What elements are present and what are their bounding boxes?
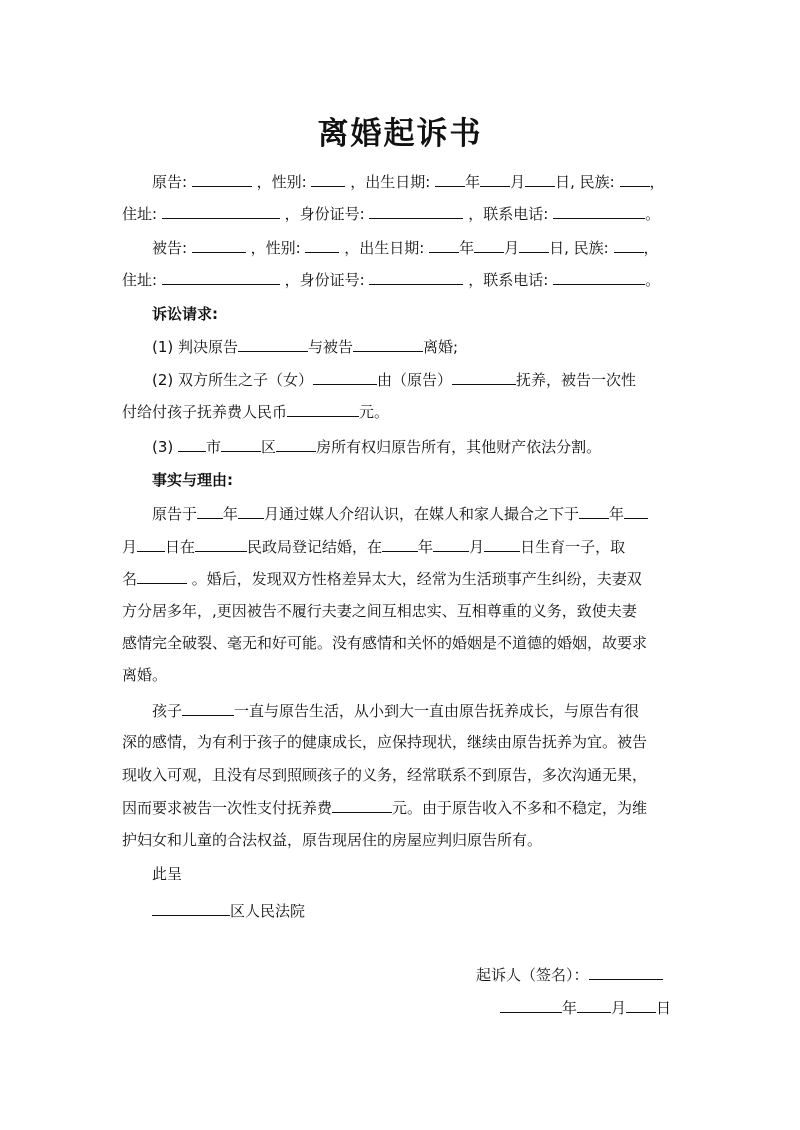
defendant-id-blank[interactable] — [369, 269, 463, 285]
defendant-year-blank[interactable] — [429, 237, 459, 253]
defendant-day-blank[interactable] — [519, 237, 549, 253]
month-label: 月 — [504, 239, 520, 257]
facts-line-1 — [152, 503, 648, 524]
civil-affairs-bureau-blank[interactable] — [195, 536, 247, 552]
plaintiff-line-1 — [152, 171, 665, 192]
period: 。 — [645, 271, 661, 289]
reason-text: 元。由于原告收入不多和不稳定，为维 — [392, 799, 648, 817]
claim-3 — [152, 436, 601, 457]
facts-text: 。婚后，发现双方性格差异太大，经常为生活琐事产生纠纷，夫妻双 — [191, 570, 642, 588]
court-label: 区人民法院 — [230, 902, 306, 920]
id-label: ，身份证号: — [284, 205, 365, 223]
signature-line — [476, 964, 663, 985]
facts-line-2 — [122, 536, 625, 557]
birth-label: ，出生日期: — [344, 239, 425, 257]
city-blank[interactable] — [178, 436, 206, 452]
house-blank[interactable] — [276, 436, 316, 452]
claim-1-text-b: 与被告 — [308, 338, 354, 356]
plaintiff-gender-blank[interactable] — [311, 171, 345, 187]
facts-text: 月通过媒人介绍认识，在媒人和家人撮合之下于 — [264, 505, 580, 523]
claim-1-plaintiff-blank[interactable] — [238, 336, 308, 352]
birth-month-blank[interactable] — [433, 536, 469, 552]
facts-line-4: 方分居多年，,更因被告不履行夫妻之间互相忠实、互相尊重的义务，致使夫妻 — [122, 602, 637, 620]
gender-label: ，性别: — [250, 239, 301, 257]
day-ethnicity-label: 日, 民族: — [555, 173, 615, 191]
reason-line-4 — [122, 797, 647, 818]
month-label: 月 — [611, 999, 627, 1017]
claim-2-text-c: 抚养，被告一次性 — [516, 371, 637, 389]
defendant-name-blank[interactable] — [192, 237, 246, 253]
claim-1-defendant-blank[interactable] — [353, 336, 423, 352]
claim-2-text-d: 付给付孩子抚养费人民币 — [122, 403, 288, 421]
claim-2-child-blank[interactable] — [313, 369, 377, 385]
child-support-amount-blank[interactable] — [287, 401, 359, 417]
comma: ， — [649, 173, 665, 191]
year-label: 年 — [223, 505, 239, 523]
defendant-address-blank[interactable] — [162, 269, 280, 285]
claim-1-text-a: (1) 判决原告 — [152, 338, 239, 356]
phone-label: ，联系电话: — [468, 205, 549, 223]
comma: ， — [643, 239, 659, 257]
year-label: 年 — [418, 538, 434, 556]
month-label: 月 — [122, 538, 138, 556]
signature-blank[interactable] — [589, 964, 663, 980]
plaintiff-day-blank[interactable] — [525, 171, 555, 187]
claim-3-text-a: (3) — [152, 438, 174, 456]
month-label: 月 — [469, 538, 485, 556]
claim-2-text-b: 由（原告） — [377, 371, 453, 389]
year-label: 年 — [609, 505, 625, 523]
facts-text: 民政局登记结婚，在 — [247, 538, 383, 556]
defendant-gender-blank[interactable] — [305, 237, 339, 253]
month-label: 月 — [510, 173, 526, 191]
facts-text: 日生育一子，取 — [520, 538, 626, 556]
facts-text: 原告于 — [152, 505, 198, 523]
meet-year-blank[interactable] — [197, 503, 223, 519]
claim-2-guardian-blank[interactable] — [452, 369, 516, 385]
reason-line-2: 深的感情，为有利于孩子的健康成长，应保持现状，继续由原告抚养为宜。被告 — [122, 733, 648, 751]
facts-text: 名 — [122, 570, 138, 588]
submit-to: 此呈 — [152, 865, 183, 883]
address-label: 住址: — [122, 205, 158, 223]
plaintiff-address-blank[interactable] — [162, 203, 280, 219]
year-label: 年 — [465, 173, 481, 191]
district-blank[interactable] — [221, 436, 261, 452]
signer-label: 起诉人（签名）： — [476, 966, 589, 984]
plaintiff-label: 原告: — [152, 173, 188, 191]
claim-1-text-c: 离婚; — [423, 338, 459, 356]
marry-day-blank[interactable] — [137, 536, 165, 552]
claim-2-text-e: 元。 — [359, 403, 390, 421]
birth-label: ，出生日期: — [350, 173, 431, 191]
plaintiff-name-blank[interactable] — [192, 171, 252, 187]
child-name-blank[interactable] — [137, 568, 187, 584]
phone-label: ，联系电话: — [468, 271, 549, 289]
day-label: 日 — [656, 999, 672, 1017]
date-line — [500, 997, 671, 1018]
reason-line-3: 现收入可观，且没有尽到照顾孩子的义务，经常联系不到原告，多次沟通无果， — [122, 766, 648, 784]
plaintiff-id-blank[interactable] — [369, 203, 463, 219]
marry-year-blank[interactable] — [579, 503, 609, 519]
city-label: 市 — [206, 438, 222, 456]
document-title: 离婚起诉书 — [317, 116, 483, 152]
defendant-line-1 — [152, 237, 659, 258]
year-label: 年 — [562, 999, 578, 1017]
claim-3-text-d: 房所有权归原告所有，其他财产依法分割。 — [316, 438, 602, 456]
claim-2-text-a: (2) 双方所生之子（女） — [152, 371, 314, 389]
defendant-ethnicity-blank[interactable] — [614, 237, 644, 253]
court-line — [152, 900, 305, 921]
defendant-label: 被告: — [152, 239, 188, 257]
reason-text: 孩子 — [152, 702, 183, 720]
facts-heading: 事实与理由: — [152, 471, 233, 489]
birth-year-blank[interactable] — [382, 536, 418, 552]
district-label: 区 — [261, 438, 277, 456]
claim-1 — [152, 336, 458, 357]
plaintiff-line-2 — [122, 203, 660, 224]
sign-year-blank[interactable] — [500, 997, 562, 1013]
address-label: 住址: — [122, 271, 158, 289]
defendant-line-2 — [122, 269, 660, 290]
claim-2-line-2 — [122, 401, 389, 422]
gender-label: ，性别: — [256, 173, 307, 191]
claim-2-line-1 — [152, 369, 636, 390]
year-label: 年 — [459, 239, 475, 257]
reason-text: 一直与原告生活，从小到大一直由原告抚养成长，与原告有很 — [234, 702, 640, 720]
marry-month-blank[interactable] — [624, 503, 648, 519]
plaintiff-ethnicity-blank[interactable] — [620, 171, 650, 187]
facts-line-6: 离婚。 — [122, 666, 168, 684]
reason-text: 因而要求被告一次性支付抚养费 — [122, 799, 333, 817]
reason-line-5: 护妇女和儿童的合法权益，原告现居住的房屋应判归原告所有。 — [122, 831, 543, 849]
id-label: ，身份证号: — [284, 271, 365, 289]
plaintiff-phone-blank[interactable] — [553, 203, 645, 219]
court-name-blank[interactable] — [152, 900, 230, 916]
defendant-month-blank[interactable] — [474, 237, 504, 253]
facts-text: 日在 — [165, 538, 196, 556]
period: 。 — [645, 205, 661, 223]
birth-day-blank[interactable] — [484, 536, 520, 552]
support-fee-blank[interactable] — [332, 797, 392, 813]
day-ethnicity-label: 日, 民族: — [549, 239, 609, 257]
child-name-blank-2[interactable] — [182, 700, 234, 716]
claims-heading: 诉讼请求: — [152, 305, 218, 323]
plaintiff-year-blank[interactable] — [435, 171, 465, 187]
facts-line-3 — [122, 568, 642, 589]
plaintiff-month-blank[interactable] — [480, 171, 510, 187]
sign-day-blank[interactable] — [626, 997, 656, 1013]
sign-month-blank[interactable] — [577, 997, 611, 1013]
reason-line-1 — [152, 700, 639, 721]
defendant-phone-blank[interactable] — [553, 269, 645, 285]
meet-month-blank[interactable] — [238, 503, 264, 519]
facts-line-5: 感情完全破裂、毫无和好可能。没有感情和关怀的婚姻是不道德的婚姻，故要求 — [122, 634, 648, 652]
